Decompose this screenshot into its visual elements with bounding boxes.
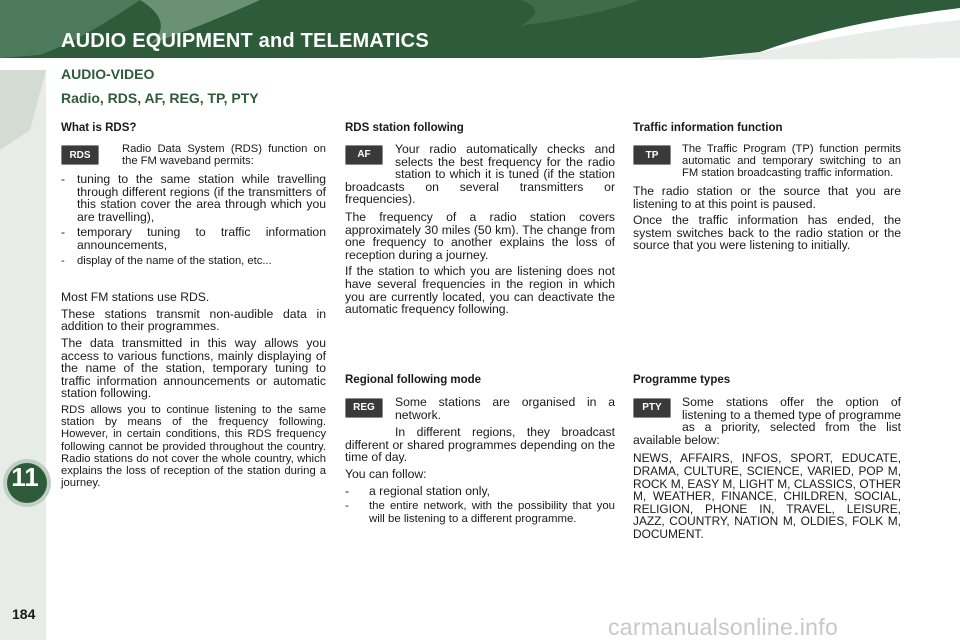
heading-programme-types: Programme types [633, 374, 731, 386]
list-item: - display of the name of the station, etc... [61, 254, 272, 267]
paragraph: Most FM stations use RDS. [61, 290, 210, 305]
pty-text: Some stations offer the option of listening to a themed type of programme as a priority, selected from the list available below: [633, 395, 901, 447]
paragraph: These stations transmit non-audible data in addition to their programmes. [61, 306, 326, 334]
list-item: - the entire network, with the possibility that you will be listening to a different programme. [345, 500, 615, 525]
af-block [345, 143, 615, 206]
programme-types-list: NEWS, AFFAIRS, INFOS, SPORT, EDUCATE, DRAMA, CULTURE, SCIENCE, VARIED, POP M, ROCK M, EASY M, LIGHT M, CLASSICS, OTHER M, WEATHER, FINANCE, CHILDREN, SOCIAL, RELIGION, PHONE IN, TRAVEL, LEISURE, JAZZ, COUNTRY, NATION M, OLDIES, FOLK M, DOCUMENT. [633, 451, 901, 541]
watermark: carmanualsonline.info [608, 614, 839, 640]
tp-button-icon: TP [633, 145, 671, 165]
reg-block [345, 396, 615, 421]
paragraph: Once the traffic information has ended, the system switches back to the radio station or the source that you were listening to initially. [633, 213, 901, 253]
column-regional-following [345, 374, 615, 528]
paragraph: The radio station or the source that you are listening to at this point is paused. [633, 184, 901, 211]
heading-regional-following: Regional following mode [345, 374, 482, 386]
paragraph: If the station to which you are listening does not have several frequencies in the region in which you are currently located, you can deactivate the automatic frequency following. [345, 264, 615, 317]
af-text: Your radio automatically checks and selects the best frequency for the radio station to which it is tuned (if the station broadcasts on several transmitters or frequencies). [345, 142, 615, 207]
paragraph: You can follow: [345, 466, 427, 481]
paragraph: The data transmitted in this way allows you access to various functions, mainly displaying of the name of the station, temporary tuning to traffic information announcements or automatic station following. [61, 335, 326, 401]
paragraph: In different regions, they broadcast different or shared programmes depending on the time of day. [345, 425, 615, 465]
chapter-number: 11 [11, 462, 39, 492]
left-margin-strip [0, 70, 46, 640]
list-item: - tuning to the same station while travelling through different regions (if the transmitters of this station cover the area through which you are travelling), [61, 172, 326, 224]
af-button-icon: AF [345, 145, 383, 165]
pty-block [633, 396, 901, 446]
pty-button-icon: PTY [633, 398, 671, 418]
reg-button-icon: REG [345, 398, 383, 418]
list-item: - a regional station only, [345, 483, 491, 498]
reg-text: Some stations are organised in a network. [395, 395, 615, 422]
rds-intro-text: Radio Data System (RDS) function on the FM waveband permits: [122, 143, 326, 167]
heading-traffic-information: Traffic information function [633, 122, 783, 134]
heading-rds-station-following: RDS station following [345, 122, 464, 134]
section-title: AUDIO-VIDEO [61, 66, 155, 82]
column-what-is-rds [61, 122, 326, 493]
page-number: 184 [12, 606, 36, 622]
rds-button-icon: RDS [61, 145, 99, 165]
tp-text: The Traffic Program (TP) function permits automatic and temporary switching to an FM station broadcasting traffic information. [682, 143, 901, 179]
column-rds-station-following [345, 122, 615, 320]
column-traffic-information [633, 122, 901, 256]
heading-what-is-rds: What is RDS? [61, 122, 137, 134]
column-programme-types [633, 374, 901, 545]
list-item: - temporary tuning to traffic information announcements, [61, 225, 326, 252]
subsection-title: Radio, RDS, AF, REG, TP, PTY [61, 90, 259, 106]
paragraph: RDS allows you to continue listening to the same station by means of the frequency following. However, in certain conditions, this RDS frequency following cannot be provided throughout the country. Radio stations do not cover the whole country, which explains the loss of reception of the station during a journey. [61, 403, 326, 490]
paragraph: The frequency of a radio station covers approximately 30 miles (50 km). The change from one frequency to another explains the loss of reception during a journey. [345, 209, 615, 262]
page-title: AUDIO EQUIPMENT and TELEMATICS [61, 30, 429, 52]
